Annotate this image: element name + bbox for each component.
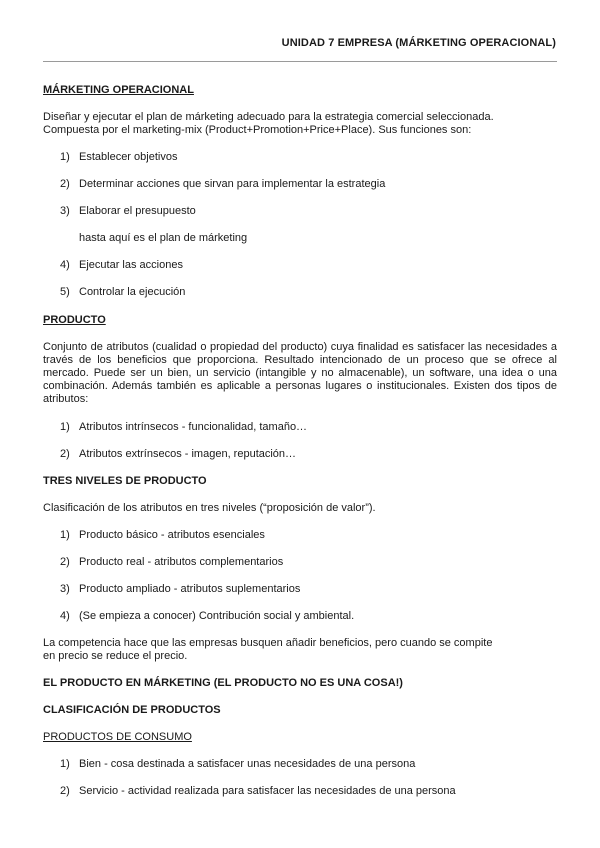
section-heading-marketing-operacional: MÁRKETING OPERACIONAL — [43, 84, 194, 96]
list-item — [60, 785, 456, 798]
list-item-text: Controlar la ejecución — [79, 286, 186, 298]
list-item-text: Elaborar el presupuesto — [79, 205, 196, 217]
list-item-number: 4) — [60, 259, 70, 271]
list-item-number: 2) — [60, 178, 70, 190]
list-item-text: Ejecutar las acciones — [79, 259, 183, 271]
list-item — [60, 286, 185, 299]
list-item — [60, 758, 415, 771]
plan-note: hasta aquí es el plan de márketing — [79, 232, 248, 244]
list-item — [60, 583, 300, 596]
list-item-number: 1) — [60, 758, 70, 770]
list-item-text: Bien - cosa destinada a satisfacer unas necesidades de una persona — [79, 758, 416, 770]
list-item — [60, 529, 265, 542]
section-heading-producto: PRODUCTO — [43, 314, 106, 326]
list-item — [60, 151, 177, 164]
list-item-number: 2) — [60, 556, 70, 568]
header-divider — [43, 61, 557, 62]
list-item-text: Atributos extrínsecos - imagen, reputación… — [79, 448, 297, 460]
list-item-number: 1) — [60, 151, 70, 163]
list-item-number: 2) — [60, 448, 70, 460]
list-item-text: Producto ampliado - atributos suplementarios — [79, 583, 301, 595]
niveles-closing-line-2: en precio se reduce el precio. — [43, 650, 188, 662]
list-item — [60, 610, 354, 623]
list-item-number: 3) — [60, 583, 70, 595]
list-item — [60, 448, 296, 461]
list-item — [60, 178, 385, 191]
list-item-number: 4) — [60, 610, 70, 622]
list-item-text: Producto real - atributos complementarios — [79, 556, 284, 568]
list-item-number: 3) — [60, 205, 70, 217]
section-heading-clasificacion: CLASIFICACIÓN DE PRODUCTOS — [43, 704, 221, 716]
niveles-intro: Clasificación de los atributos en tres niveles (“proposición de valor”). — [43, 502, 376, 514]
section-heading-tres-niveles: TRES NIVELES DE PRODUCTO — [43, 475, 207, 487]
producto-paragraph: Conjunto de atributos (cualidad o propiedad del producto) cuya finalidad es satisfacer las necesidades a través de los beneficios que proporciona. Resultado intencionado de un proceso que se ofrece al mercado. Puede ser un bien, un servicio (intangible y no almacenable), un software, una idea o una combinación. Además también es aplicable a personas lugares o institucionales. Existen dos tipos de atributos: — [43, 341, 557, 405]
list-item-text: Establecer objetivos — [79, 151, 178, 163]
list-item — [60, 259, 183, 272]
list-item-number: 5) — [60, 286, 70, 298]
list-item — [60, 421, 307, 434]
subheading-productos-consumo: PRODUCTOS DE CONSUMO — [43, 731, 192, 743]
list-item-text: Determinar acciones que sirvan para implementar la estrategia — [79, 178, 386, 190]
list-item — [60, 556, 283, 569]
niveles-closing-line-1: La competencia hace que las empresas busquen añadir beneficios, pero cuando se compite — [43, 637, 493, 649]
list-item-number: 2) — [60, 785, 70, 797]
list-item — [60, 205, 196, 218]
list-item-text: Servicio - actividad realizada para satisfacer las necesidades de una persona — [79, 785, 456, 797]
marketing-intro-line-1: Diseñar y ejecutar el plan de márketing adecuado para la estrategia comercial seleccionada. — [43, 111, 494, 123]
list-item-text: Producto básico - atributos esenciales — [79, 529, 265, 541]
section-heading-producto-marketing: EL PRODUCTO EN MÁRKETING (EL PRODUCTO NO ES UNA COSA!) — [43, 677, 403, 689]
page-header-title: UNIDAD 7 EMPRESA (MÁRKETING OPERACIONAL) — [281, 37, 556, 49]
marketing-intro-line-2: Compuesta por el marketing-mix (Product+Promotion+Price+Place). Sus funciones son: — [43, 124, 472, 136]
list-item-number: 1) — [60, 421, 70, 433]
list-item-number: 1) — [60, 529, 70, 541]
list-item-text: Atributos intrínsecos - funcionalidad, tamaño… — [79, 421, 308, 433]
list-item-text: (Se empieza a conocer) Contribución social y ambiental. — [79, 610, 355, 622]
